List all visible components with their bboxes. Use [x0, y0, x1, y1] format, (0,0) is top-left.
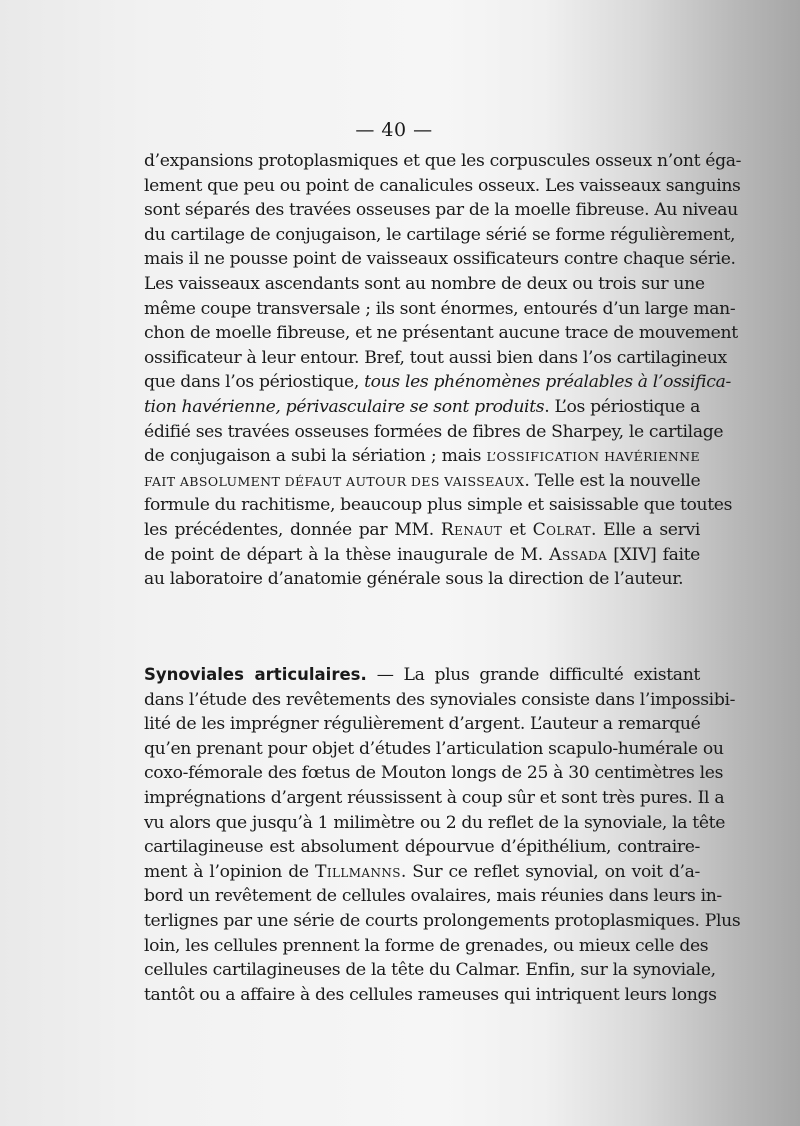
text-run: que dans l’os périostique,: [144, 372, 365, 393]
text-line: [144, 444, 700, 469]
text-run: de point de départ à la thèse inaugurale de M.: [144, 544, 550, 565]
text-line: Les vaisseaux ascendants sont au nombre de deux ou trois sur une: [144, 273, 705, 294]
text-run: [XIV] faite: [607, 544, 700, 565]
author-name: Renaut: [440, 519, 503, 540]
text-line: tantôt ou a affaire à des cellules rameuses qui intriquent leurs longs: [144, 984, 717, 1005]
smallcaps-emphasis: FAIT ABSOLUMENT DÉFAUT AUTOUR DES VAISSEAUX: [144, 473, 525, 489]
text-line: [144, 469, 700, 494]
page-number: — 40 —: [355, 119, 433, 141]
text-line: édifié ses travées osseuses formées de fibres de Sharpey, le cartilage: [144, 421, 724, 442]
text-line: [144, 663, 700, 688]
text-line: terlignes par une série de courts prolongements protoplasmiques. Plus: [144, 910, 741, 931]
text-line: [144, 518, 700, 543]
text-run: et: [502, 519, 533, 540]
text-line: dans l’étude des revêtements des synoviales consiste dans l’impossibi-: [144, 689, 736, 710]
text-line: [144, 860, 700, 885]
text-line: chon de moelle fibreuse, et ne présentant aucune trace de mouvement: [144, 323, 738, 344]
text-line: vu alors que jusqu’à 1 milimètre ou 2 du reflet de la synoviale, la tête: [144, 812, 726, 833]
text-run: . L’os périostique a: [544, 396, 700, 417]
text-line: formule du rachitisme, beaucoup plus simple et saisissable que toutes: [144, 495, 733, 516]
text-line: au laboratoire d’anatomie générale sous la direction de l’auteur.: [144, 569, 684, 590]
text-line: sont séparés des travées osseuses par de la moelle fibreuse. Au niveau: [144, 200, 738, 221]
text-run: — La plus grande difficulté existant: [366, 665, 700, 685]
text-line: [144, 370, 731, 395]
author-name: Tillmanns: [314, 861, 401, 882]
text-line: qu’en prenant pour objet d’études l’articulation scapulo-humérale ou: [144, 738, 724, 759]
text-run: . Elle a servi: [591, 519, 700, 540]
text-line: du cartilage de conjugaison, le cartilage sérié se forme régulièrement,: [144, 224, 736, 245]
italic-emphasis: tous les phénomènes préalables à l’ossifica-: [364, 372, 731, 393]
text-line: d’expansions protoplasmiques et que les corpuscules osseux n’ont éga-: [144, 151, 742, 171]
text-run: de conjugaison a subi la sériation ; mais: [144, 446, 487, 467]
text-line: [144, 543, 700, 568]
text-line: ossificateur à leur entour. Bref, tout aussi bien dans l’os cartilagineux: [144, 347, 727, 368]
text-line: cartilagineuse est absolument dépourvue d’épithélium, contraire-: [144, 837, 700, 858]
paragraph-synoviales: [144, 663, 741, 1007]
author-name: Colrat: [532, 519, 591, 540]
text-line: [144, 395, 700, 420]
text-run: . Telle est la nouvelle: [524, 470, 701, 491]
text-line: loin, les cellules prennent la forme de grenades, ou mieux celle des: [144, 935, 709, 956]
text-line: lement que peu ou point de canalicules osseux. Les vaisseaux sanguins: [144, 175, 741, 196]
text-line: lité de les imprégner régulièrement d’argent. L’auteur a remarqué: [144, 714, 701, 735]
text-run: les précédentes, donnée par MM.: [144, 519, 441, 540]
text-run: . Sur ce reflet synovial, on voit d’a-: [400, 861, 700, 882]
author-name: Assada: [549, 544, 608, 565]
italic-emphasis: tion havérienne, périvasculaire se sont produits: [144, 396, 545, 417]
text-line: bord un revêtement de cellules ovalaires, mais réunies dans leurs in-: [144, 886, 722, 907]
text-line: coxo-fémorale des fœtus de Mouton longs de 25 à 30 centimètres les: [144, 763, 724, 784]
section-heading: Synoviales articulaires.: [144, 665, 367, 684]
text-line: même coupe transversale ; ils sont énormes, entourés d’un large man-: [144, 298, 736, 319]
paragraph-rachitisme: [144, 149, 742, 592]
text-run: ment à l’opinion de: [144, 861, 315, 882]
text-line: cellules cartilagineuses de la tête du Calmar. Enfin, sur la synoviale,: [144, 960, 716, 981]
text-line: imprégnations d’argent réussissent à coup sûr et sont très pures. Il a: [144, 787, 725, 808]
text-line: mais il ne pousse point de vaisseaux ossificateurs contre chaque série.: [144, 249, 736, 270]
smallcaps-emphasis: L’OSSIFICATION HAVÉRIENNE: [486, 449, 700, 465]
